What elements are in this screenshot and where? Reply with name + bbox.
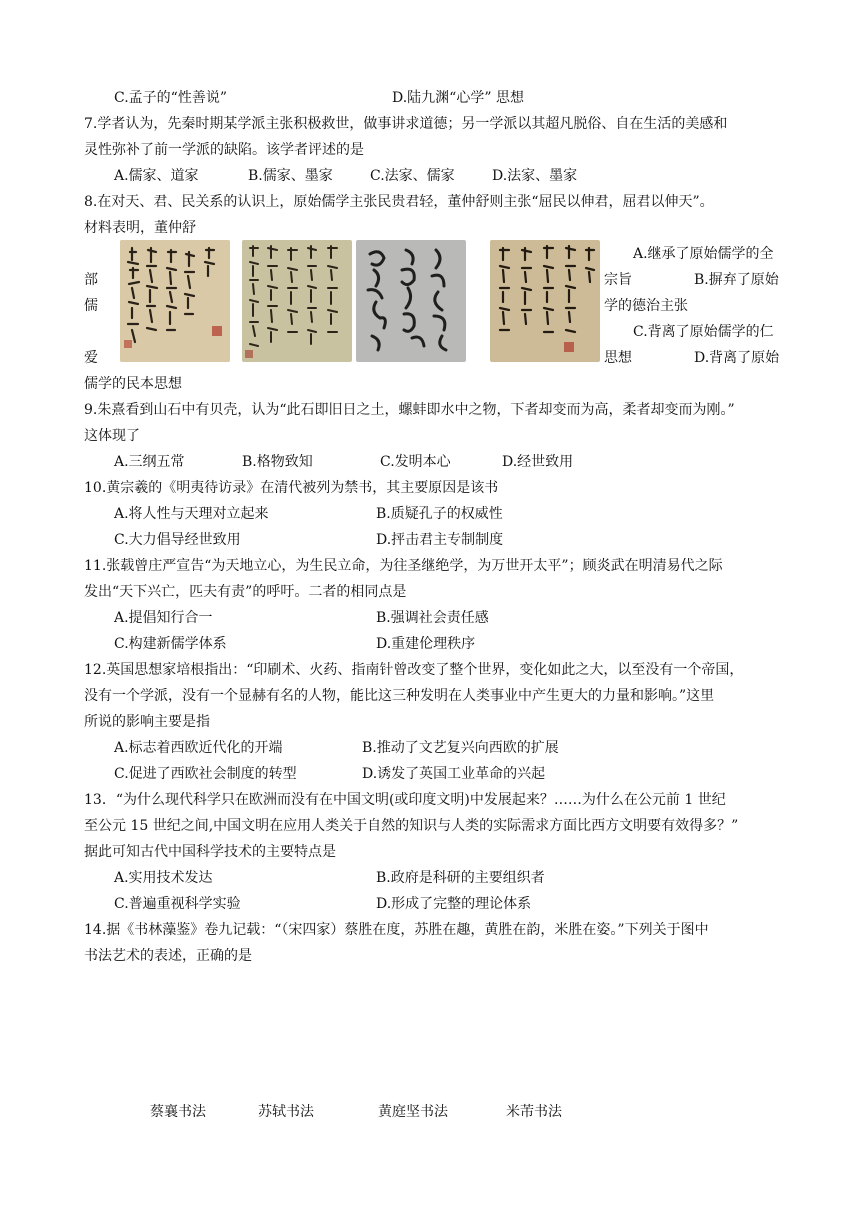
q10-option-a: A.将人性与天理对立起来 [114, 506, 269, 522]
q10-option-b: B.质疑孔子的权威性 [376, 506, 503, 522]
q8-stem-line1: 8.在对天、君、民关系的认识上，原始儒学主张民贵君轻，董仲舒则主张“屈民以伸君，屈君以伸天”。 [84, 194, 714, 210]
q8-option-a-cont: 宗旨 [604, 272, 632, 288]
q8-left-char-3: 爱 [84, 350, 98, 366]
caption-su-shi: 苏轼书法 [258, 1104, 314, 1120]
q12-option-a: A.标志着西欧近代化的开端 [114, 740, 283, 756]
q12-stem-line2: 没有一个学派，没有一个显赫有名的人物，能比这三种发明在人类事业中产生更大的力量和影响。”这里 [84, 688, 715, 704]
q7-stem-line1: 7.学者认为，先秦时期某学派主张积极救世，做事讲求道德；另一学派以其超凡脱俗、自在生活的美感和 [84, 116, 728, 132]
q11-option-d: D.重建伦理秩序 [376, 636, 476, 652]
q13-option-c: C.普遍重视科学实验 [114, 896, 241, 912]
q11-stem-line2: 发出“天下兴亡，匹夫有责”的呼吁。二者的相同点是 [84, 584, 407, 600]
q9-stem-line2: 这体现了 [84, 428, 140, 444]
q13-stem-line2: 至公元 15 世纪之间,中国文明在应用人类关于自然的知识与人类的实际需求方面比西方文明要有效得多？” [84, 818, 739, 834]
q8-option-d: D.背离了原始 [694, 350, 780, 366]
q9-option-a: A.三纲五常 [114, 454, 185, 470]
caption-huang-tingjian: 黄庭坚书法 [378, 1104, 448, 1120]
q11-option-b: B.强调社会责任感 [376, 610, 489, 626]
q7-option-b: B.儒家、墨家 [248, 168, 333, 184]
q9-option-b: B.格物致知 [242, 454, 313, 470]
calligraphy-image-2 [242, 240, 352, 362]
q8-left-char-1: 部 [84, 272, 98, 288]
q7-option-c: C.法家、儒家 [370, 168, 455, 184]
q13-option-b: B.政府是科研的主要组织者 [376, 870, 545, 886]
q8-option-b-cont: 学的德治主张 [604, 298, 688, 314]
calligraphy-image-1 [120, 240, 230, 362]
q10-option-d: D.抨击君主专制制度 [376, 532, 504, 548]
q13-stem-line3: 据此可知古代中国科学技术的主要特点是 [84, 844, 336, 860]
q10-option-c: C.大力倡导经世致用 [114, 532, 241, 548]
q14-stem-line1: 14.据《书林藻鉴》卷九记载：“（宋四家）蔡胜在度，苏胜在趣，黄胜在韵，米胜在姿。”下列关于图中 [84, 922, 709, 938]
q11-option-c: C.构建新儒学体系 [114, 636, 227, 652]
q12-option-c: C.促进了西欧社会制度的转型 [114, 766, 297, 782]
calligraphy-image-4 [490, 240, 600, 362]
q11-stem-line1: 11.张载曾庄严宣告“为天地立心，为生民立命，为往圣继绝学，为万世开太平”；顾炎武在明清易代之际 [84, 558, 723, 574]
q7-option-d: D.法家、墨家 [492, 168, 578, 184]
q13-stem-line1: 13．“为什么现代科学只在欧洲而没有在中国文明(或印度文明)中发展起来？……为什么在公元前 1 世纪 [84, 792, 726, 808]
q8-option-c: C.背离了原始儒学的仁 [633, 324, 774, 340]
q8-option-b: B.摒弃了原始 [694, 272, 779, 288]
q12-option-b: B.推动了文艺复兴向西欧的扩展 [362, 740, 559, 756]
q8-option-a: A.继承了原始儒学的全 [633, 246, 774, 262]
caption-cai-xiang: 蔡襄书法 [150, 1104, 206, 1120]
q11-option-a: A.提倡知行合一 [114, 610, 213, 626]
q9-option-d: D.经世致用 [502, 454, 574, 470]
caption-mi-fu: 米芾书法 [506, 1104, 562, 1120]
q8-stem-line2: 材料表明，董仲舒 [84, 220, 196, 236]
q12-stem-line3: 所说的影响主要是指 [84, 714, 210, 730]
q8-left-char-2: 儒 [84, 298, 98, 314]
q8-option-c-cont: 思想 [604, 350, 632, 366]
q6-option-d: D.陆九渊“心学” 思想 [392, 90, 524, 106]
q14-stem-line2: 书法艺术的表述，正确的是 [84, 948, 252, 964]
q13-option-a: A.实用技术发达 [114, 870, 213, 886]
q8-option-d-cont: 儒学的民本思想 [84, 376, 182, 392]
q6-option-c: C.孟子的“性善说” [114, 90, 227, 106]
q12-stem-line1: 12.英国思想家培根指出：“印刷术、火药、指南针曾改变了整个世界，变化如此之大，以至没有一个帝国， [84, 662, 744, 678]
q7-stem-line2: 灵性弥补了前一学派的缺陷。该学者评述的是 [84, 142, 364, 158]
q13-option-d: D.形成了完整的理论体系 [376, 896, 532, 912]
q10-stem: 10.黄宗羲的《明夷待访录》在清代被列为禁书，其主要原因是该书 [84, 480, 499, 496]
calligraphy-image-3 [356, 240, 466, 362]
q9-stem-line1: 9.朱熹看到山石中有贝壳，认为“此石即旧日之土，螺蚌即水中之物，下者却变而为高，柔者却变而为刚。” [84, 402, 735, 418]
q7-option-a: A.儒家、道家 [114, 168, 199, 184]
q9-option-c: C.发明本心 [380, 454, 451, 470]
q12-option-d: D.诱发了英国工业革命的兴起 [362, 766, 546, 782]
